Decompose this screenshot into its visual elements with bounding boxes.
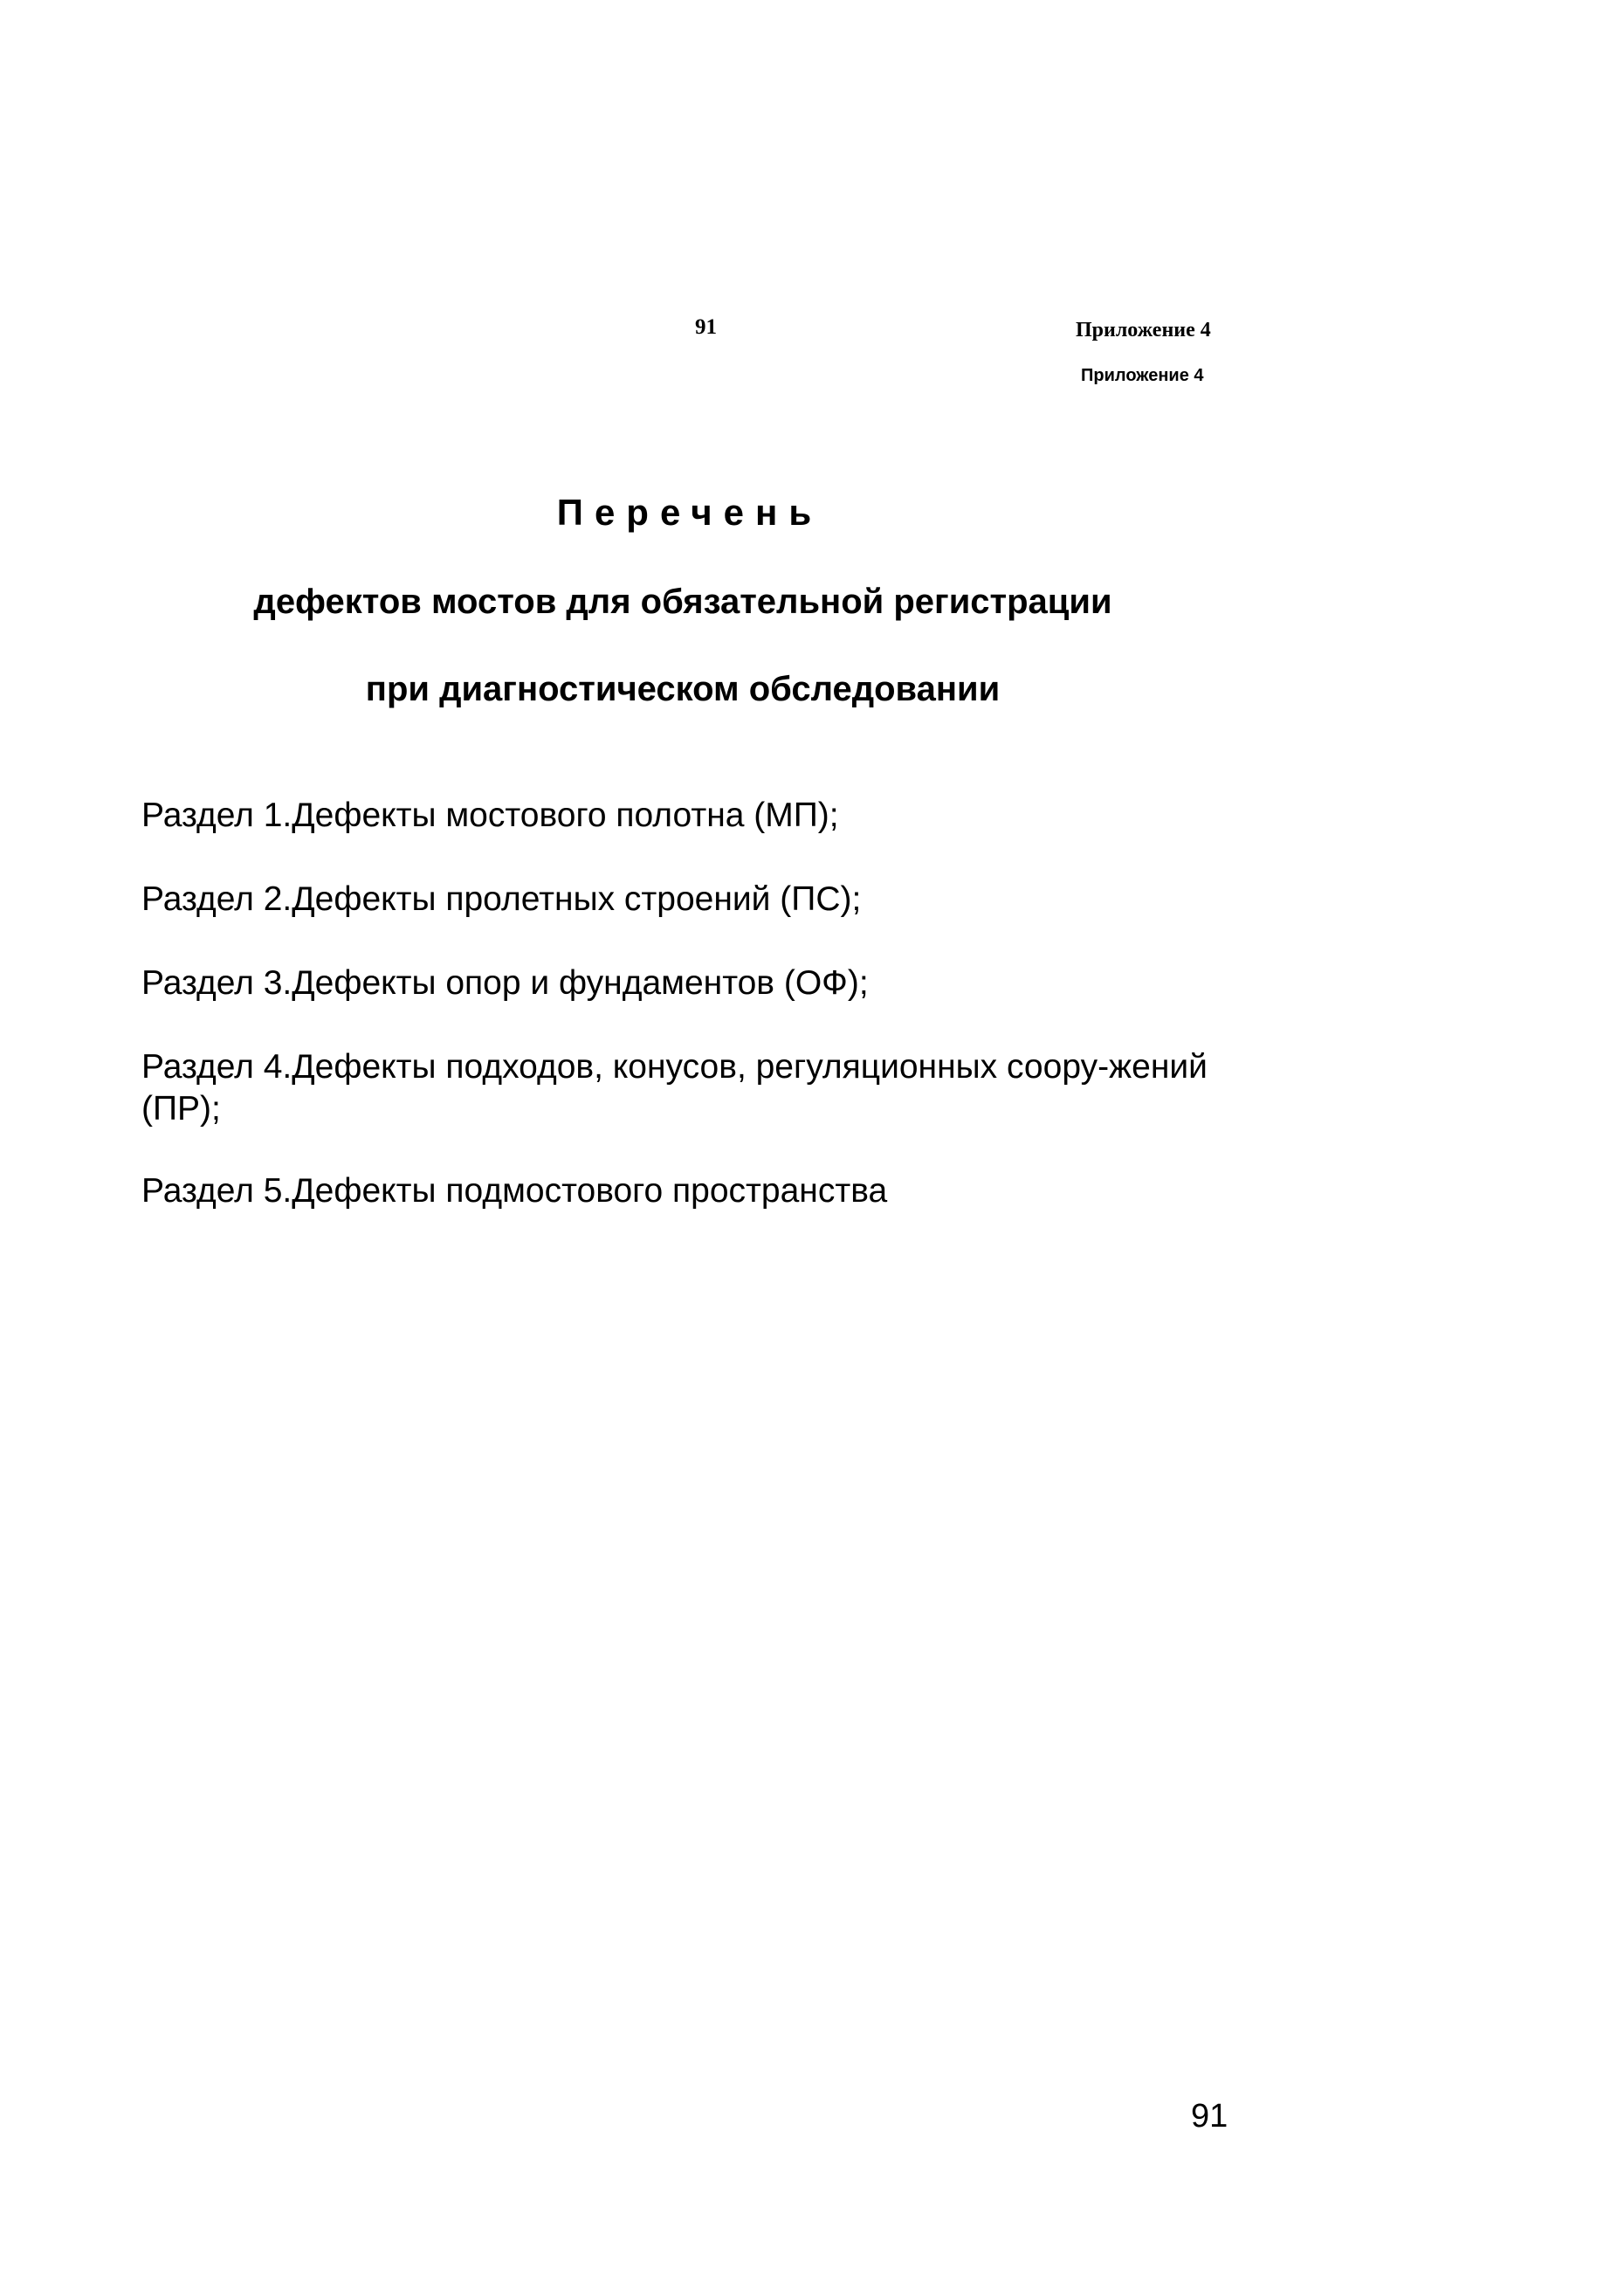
- appendix-label-duplicate: Приложение 4: [1081, 366, 1204, 385]
- section-3: Раздел 3.Дефекты опор и фундаментов (ОФ);: [141, 964, 869, 1002]
- footer-page-number: 91: [1191, 2098, 1228, 2135]
- section-5: Раздел 5.Дефекты подмостового пространства: [141, 1172, 888, 1210]
- document-subtitle-line-1: дефектов мостов для обязательной регистрации: [253, 583, 1112, 622]
- document-subtitle-line-2: при диагностическом обследовании: [365, 670, 1001, 709]
- header-page-number: 91: [695, 315, 717, 339]
- section-2: Раздел 2.Дефекты пролетных строений (ПС);: [141, 880, 862, 918]
- section-1: Раздел 1.Дефекты мостового полотна (МП);: [141, 797, 839, 834]
- appendix-label: Приложение 4: [1076, 319, 1211, 341]
- document-title: Перечень: [556, 492, 823, 534]
- section-4: Раздел 4.Дефекты подходов, конусов, регуляционных соору-жений (ПР);: [141, 1048, 1208, 1128]
- section-list: [141, 795, 1250, 1254]
